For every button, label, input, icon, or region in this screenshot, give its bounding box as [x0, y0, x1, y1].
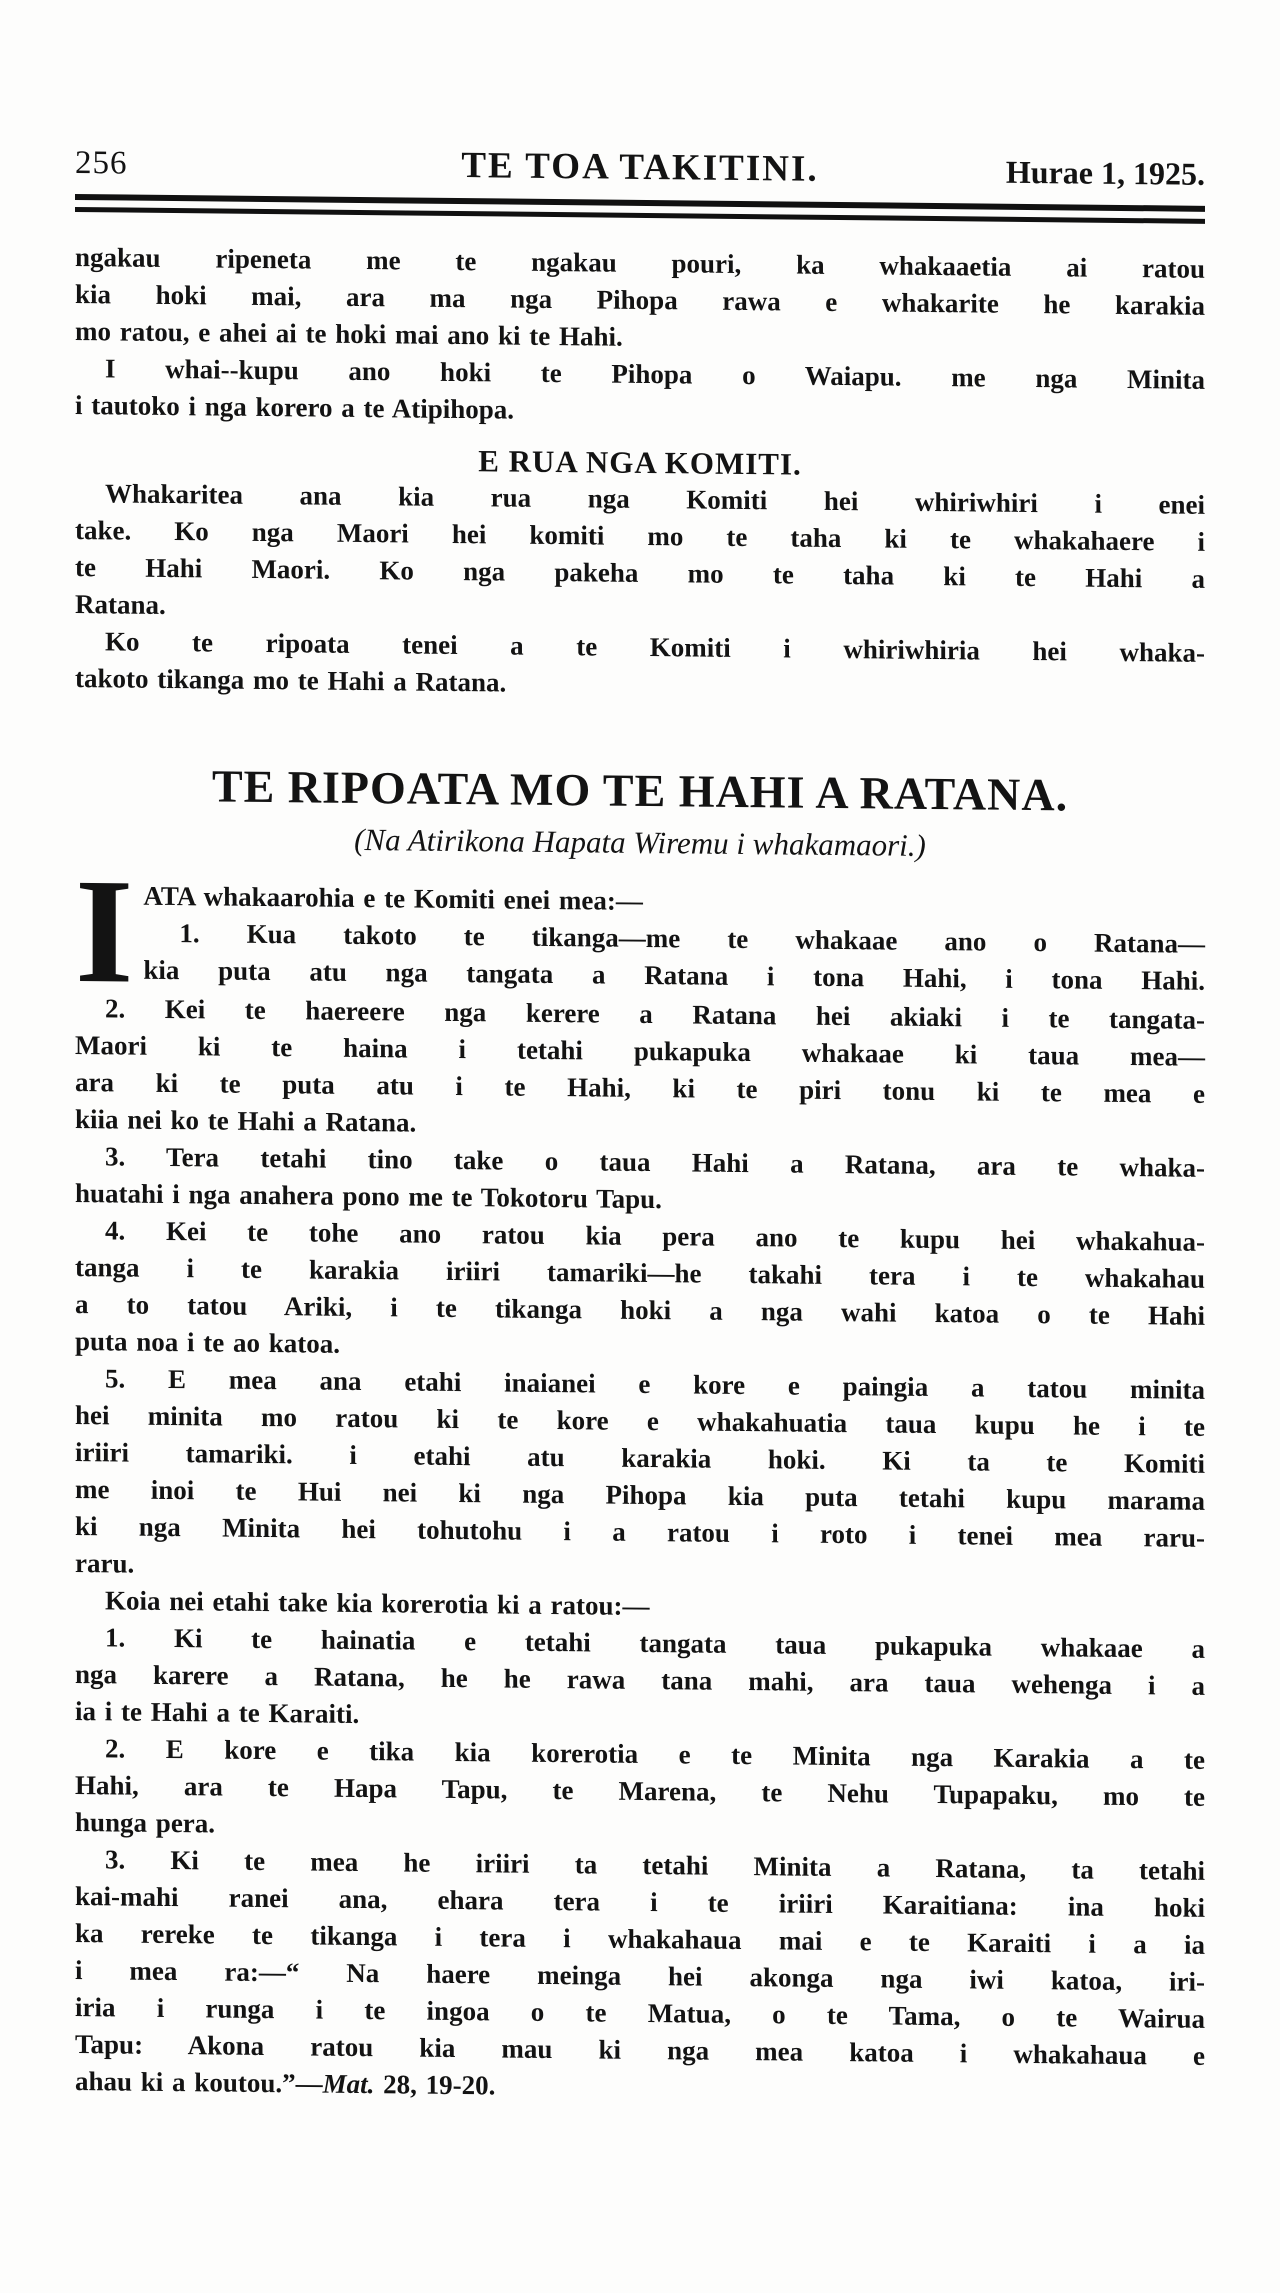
paragraph-line: ngakau ripeneta me te ngakau pouri, ka whakaaetia ai ratou	[75, 242, 1205, 284]
article-title: TE RIPOATA MO TE HAHI A RATANA.	[211, 760, 1069, 821]
paragraph-line: 3. Tera tetahi tino take o taua Hahi a Ratana, ara te whaka-	[105, 1141, 1205, 1183]
citation-text: ahau ki a koutou.”—	[75, 2066, 323, 2099]
paragraph-line: me inoi te Hui nei ki nga Pihopa kia puta tetahi kupu marama	[75, 1474, 1205, 1516]
scanned-page	[75, 0, 1205, 2112]
paragraph-line: take. Ko nga Maori hei komiti mo te taha ki te whakahaere i	[75, 515, 1205, 557]
paragraph-line: te Hahi Maori. Ko nga pakeha mo te taha ki te Hahi a	[75, 552, 1205, 594]
masthead: TE TOA TAKITINI.	[461, 145, 819, 190]
paragraph-line: tanga i te karakia iriiri tamariki—he takahi tera i te whakahau	[75, 1252, 1205, 1294]
paragraph-line: kiia nei ko te Hahi a Ratana.	[75, 1104, 417, 1138]
numbered-item-2	[75, 990, 1205, 1150]
paragraph-line: hei minita mo ratou ki te kore e whakahuatia taua kupu he i te	[75, 1400, 1205, 1442]
paragraph-line: 5. E mea ana etahi inaianei e kore e paingia a tatou minita	[105, 1363, 1205, 1405]
paragraph-line: 2. E kore e tika kia korerotia e te Minita nga Karakia a te	[105, 1733, 1205, 1775]
paragraph-line: hunga pera.	[75, 1807, 216, 1839]
page-body	[75, 239, 1205, 2112]
take-item-1	[75, 1619, 1205, 1742]
continued-paragraph-2	[75, 350, 1205, 436]
paragraph-line: takoto tikanga mo te Hahi a Ratana.	[75, 663, 507, 698]
section-heading: E RUA NGA KOMITI.	[478, 443, 802, 482]
continued-paragraph-1	[75, 239, 1205, 362]
paragraph-line: 3. Ki te mea he iriiri ta tetahi Minita a Ratana, ta tetahi	[105, 1844, 1205, 1886]
paragraph-line: Koia nei etahi take kia korerotia ki a ratou:—	[105, 1585, 650, 1622]
paragraph-line: Tapu: Akona ratou kia mau ki nga mea katoa i whakahaua e	[75, 2029, 1205, 2071]
numbered-item-5	[75, 1360, 1205, 1594]
paragraph-line: ATA whakaarohia e te Komiti enei mea:—	[143, 880, 643, 916]
paragraph-line: 1. Kua takoto te tikanga—me te whakaae ano o Ratana—	[179, 918, 1205, 959]
paragraph-line: Ratana.	[75, 589, 166, 620]
paragraph-line: 4. Kei te tohe ano ratou kia pera ano te kupu hei whakahua-	[105, 1215, 1205, 1257]
paragraph-line: ia i te Hahi a te Karaiti.	[75, 1696, 360, 1729]
numbered-item-4	[75, 1212, 1205, 1372]
paragraph-line: mo ratou, e ahei ai te hoki mai ano ki te Hahi.	[75, 316, 623, 352]
numbered-item-3	[75, 1138, 1205, 1224]
paragraph-line: kia hoki mai, ara ma nga Pihopa rawa e whakarite he karakia	[75, 279, 1205, 321]
take-item-2	[75, 1730, 1205, 1853]
paragraph-line: Hahi, ara te Hapa Tapu, te Marena, te Nehu Tupapaku, mo te	[75, 1770, 1205, 1812]
paragraph-line: 1. Ki te hainatia e tetahi tangata taua pukapuka whakaae a	[105, 1622, 1205, 1664]
paragraph-line: ara ki te puta atu i te Hahi, ki te piri tonu ki te mea e	[75, 1067, 1205, 1109]
drop-cap: I	[75, 848, 134, 1015]
paragraph-line: iriiri tamariki. i etahi atu karakia hoki. Ki ta te Komiti	[75, 1437, 1205, 1479]
issue-date: Hurae 1, 1925.	[1005, 153, 1205, 192]
paragraph-line: i mea ra:—“ Na haere meinga hei akonga nga iwi katoa, iri-	[75, 1955, 1205, 1997]
article-byline: (Na Atirikona Hapata Wiremu i whakamaori.)	[354, 821, 926, 863]
take-item-3	[75, 1841, 1205, 2112]
paragraph-line: ki nga Minita hei tohutohu i a ratou i roto i tenei mea raru-	[75, 1511, 1205, 1553]
paragraph-line: Whakaritea ana kia rua nga Komiti hei whiriwhiri i enei	[105, 478, 1205, 520]
paragraph-line: iria i runga i te ingoa o te Matua, o te Tama, o te Wairua	[75, 1992, 1205, 2034]
komiti-paragraph-2	[75, 623, 1205, 709]
paragraph-line: huatahi i nga anahera pono me te Tokotoru Tapu.	[75, 1178, 662, 1215]
paragraph-line: puta noa i te ao katoa.	[75, 1326, 341, 1359]
paragraph-line: Ko te ripoata tenei a te Komiti i whiriwhiria hei whaka-	[105, 626, 1205, 668]
paragraph-line: i tautoko i nga korero a te Atipihopa.	[75, 390, 515, 425]
paragraph-line: nga karere a Ratana, he he rawa tana mahi, ara taua wehenga i a	[75, 1659, 1205, 1701]
paragraph-line: Maori ki te haina i tetahi pukapuka whakaae ki taua mea—	[75, 1030, 1205, 1072]
komiti-paragraph-1	[75, 475, 1205, 635]
paragraph-line: kai-mahi ranei ana, ehara tera i te iriiri Karaitiana: ina hoki	[75, 1881, 1205, 1923]
paragraph-line: raru.	[75, 1548, 135, 1579]
paragraph-line: ka rereke te tikanga i tera i whakahaua mai e te Karaiti i a ia	[75, 1918, 1205, 1960]
page-number: 256	[75, 145, 128, 182]
paragraph-line: a to tatou Ariki, i te tikanga hoki a nga wahi katoa o te Hahi	[75, 1289, 1205, 1331]
paragraph-line: I whai--kupu ano hoki te Pihopa o Waiapu. me nga Minita	[105, 353, 1205, 395]
citation-verse: 28, 19-20.	[374, 2069, 496, 2101]
citation-source: Mat.	[322, 2068, 375, 2100]
paragraph-line: kia puta atu nga tangata a Ratana i tona Hahi, i tona Hahi.	[143, 954, 1205, 996]
paragraph-line: 2. Kei te haereere nga kerere a Ratana hei akiaki i te tangata-	[105, 993, 1205, 1035]
page-header	[75, 140, 1205, 197]
